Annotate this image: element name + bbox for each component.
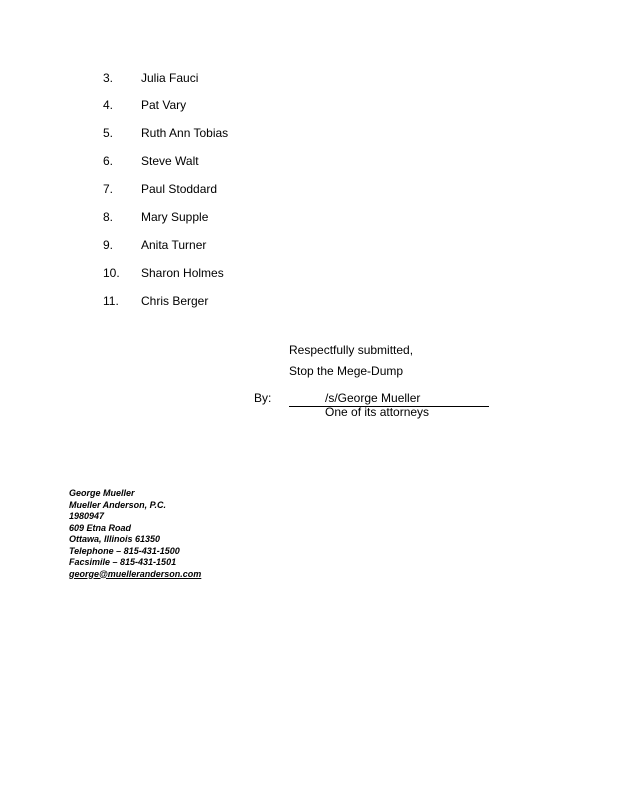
attorney-city-state-zip: Ottawa, Illinois 61350 — [69, 534, 161, 544]
attorney-firm: Mueller Anderson, P.C. — [69, 499, 167, 510]
attorney-email-link[interactable]: george@muelleranderson.com — [69, 568, 202, 579]
list-item-number: 4. — [103, 98, 114, 112]
list-item-number: 11. — [103, 294, 119, 308]
list-item-name: Paul Stoddard — [141, 182, 218, 196]
attorney-street: 609 Etna Road — [69, 522, 132, 533]
list-item-name: Anita Turner — [141, 238, 207, 252]
list-item-name: Steve Walt — [141, 154, 199, 168]
list-item-name: Sharon Holmes — [141, 266, 224, 280]
signature-by-label: By: — [254, 391, 272, 405]
attorney-name: George Mueller — [69, 488, 135, 498]
attorney-id-number: 1980947 — [69, 511, 105, 521]
list-item-number: 9. — [103, 238, 114, 252]
attorney-address-block — [69, 488, 201, 580]
closing-respectfully: Respectfully submitted, — [289, 343, 414, 357]
list-item-name: Ruth Ann Tobias — [141, 126, 229, 140]
attorney-facsimile: Facsimile – 815-431-1501 — [69, 557, 177, 567]
list-item-number: 3. — [103, 71, 114, 85]
closing-organization: Stop the Mege-Dump — [289, 364, 404, 378]
signature-name: /s/George Mueller — [325, 391, 421, 405]
list-item-number: 10. — [103, 266, 120, 280]
list-item-name: Chris Berger — [141, 294, 209, 308]
attorney-telephone: Telephone – 815-431-1500 — [69, 545, 180, 556]
list-item-number: 5. — [103, 126, 114, 140]
list-item-number: 7. — [103, 182, 114, 196]
signature-role: One of its attorneys — [325, 405, 430, 419]
list-item-name: Pat Vary — [141, 98, 187, 112]
list-item-name: Mary Supple — [141, 210, 209, 224]
list-item-number: 8. — [103, 210, 114, 224]
list-item-name: Julia Fauci — [141, 71, 199, 85]
list-item-number: 6. — [103, 154, 114, 168]
